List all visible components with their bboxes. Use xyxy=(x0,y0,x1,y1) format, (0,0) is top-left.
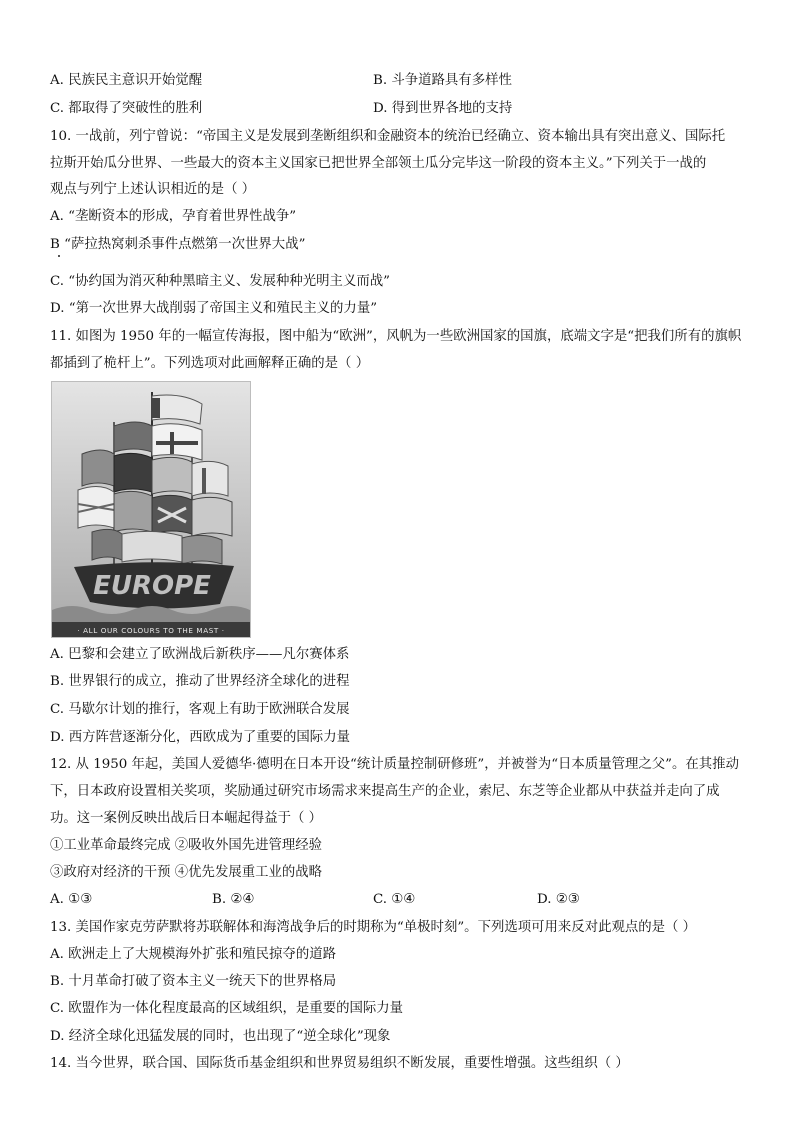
q12-stem-line-1: 12. 从 1950 年起，美国人爱德华·德明在日本开设“统计质量控制研修班”，并被誉为“日本质量管理之父”。在其推动 xyxy=(50,757,739,772)
q14-stem: 14. 当今世界，联合国、国际货币基金组织和世界贸易组织不断发展，重要性增强。这些组织（ ） xyxy=(50,1056,629,1071)
q9-option-a: A. 民族民主意识开始觉醒 xyxy=(50,73,203,88)
q9-option-c: C. 都取得了突破性的胜利 xyxy=(50,101,203,116)
poster-caption: · ALL OUR COLOURS TO THE MAST · xyxy=(77,626,225,635)
poster-ship-text: EUROPE xyxy=(93,571,211,601)
q12-option-b: B. ②④ xyxy=(212,892,255,907)
q12-option-d: D. ②③ xyxy=(537,892,580,907)
q12-items-line-1: ①工业革命最终完成 ②吸收外国先进管理经验 xyxy=(50,838,323,853)
europe-poster-image xyxy=(51,381,251,638)
q13-option-b: B. 十月革命打破了资本主义一统天下的世界格局 xyxy=(50,974,337,989)
q13-option-d: D. 经济全球化迅猛发展的同时，也出现了“逆全球化”现象 xyxy=(50,1029,391,1044)
q13-stem: 13. 美国作家克劳萨默将苏联解体和海湾战争后的时期称为“单极时刻”。下列选项可用来反对此观点的是（ ） xyxy=(50,920,697,935)
q12-option-a: A. ①③ xyxy=(50,892,93,907)
q10-stem-line-3: 观点与列宁上述认识相近的是（ ） xyxy=(50,182,256,197)
q11-stem-line-1: 11. 如图为 1950 年的一幅宣传海报，图中船为“欧洲”，风帆为一些欧洲国家的国旗，底端文字是“把我们所有的旗帜 xyxy=(50,329,742,344)
q9-option-b: B. 斗争道路具有多样性 xyxy=(373,73,512,88)
q13-option-c: C. 欧盟作为一体化程度最高的区域组织，是重要的国际力量 xyxy=(50,1001,404,1016)
q11-option-c: C. 马歇尔计划的推行，客观上有助于欧洲联合发展 xyxy=(50,702,350,717)
q9-option-d: D. 得到世界各地的支持 xyxy=(373,101,513,116)
stray-dot xyxy=(58,255,60,257)
q11-option-d: D. 西方阵营逐渐分化，西欧成为了重要的国际力量 xyxy=(50,730,350,745)
q13-option-a: A. 欧洲走上了大规模海外扩张和殖民掠夺的道路 xyxy=(50,947,336,962)
q10-option-c: C. “协约国为消灭种种黑暗主义、发展种种光明主义而战” xyxy=(50,274,390,289)
q10-stem-line-1: 10. 一战前，列宁曾说：“帝国主义是发展到垄断组织和金融资本的统治已经确立、资本输出具有突出意义、国际托 xyxy=(50,129,726,144)
q11-option-a: A. 巴黎和会建立了欧洲战后新秩序——凡尔赛体系 xyxy=(50,647,350,662)
q12-stem-line-2: 下，日本政府设置相关奖项，奖励通过研究市场需求来提高生产的企业，索尼、东芝等企业都从中获益并走向了成 xyxy=(50,784,720,799)
q12-option-c: C. ①④ xyxy=(373,892,416,907)
q12-items-line-2: ③政府对经济的干预 ④优先发展重工业的战略 xyxy=(50,865,323,880)
q10-option-a: A. “垄断资本的形成，孕育着世界性战争” xyxy=(50,209,297,224)
q10-stem-line-2: 拉斯开始瓜分世界、一些最大的资本主义国家已把世界全部领土瓜分完毕这一阶段的资本主义。”下列关于一战的 xyxy=(50,156,707,171)
q10-option-b: B “萨拉热窝刺杀事件点燃第一次世界大战” xyxy=(50,237,306,252)
q12-stem-line-3: 功。这一案例反映出战后日本崛起得益于（ ） xyxy=(50,811,323,826)
poster-illustration xyxy=(52,382,250,637)
q11-stem-line-2: 都插到了桅杆上”。下列选项对此画解释正确的是（ ） xyxy=(50,356,370,371)
q11-option-b: B. 世界银行的成立，推动了世界经济全球化的进程 xyxy=(50,674,350,689)
q10-option-d: D. “第一次世界大战削弱了帝国主义和殖民主义的力量” xyxy=(50,301,378,316)
